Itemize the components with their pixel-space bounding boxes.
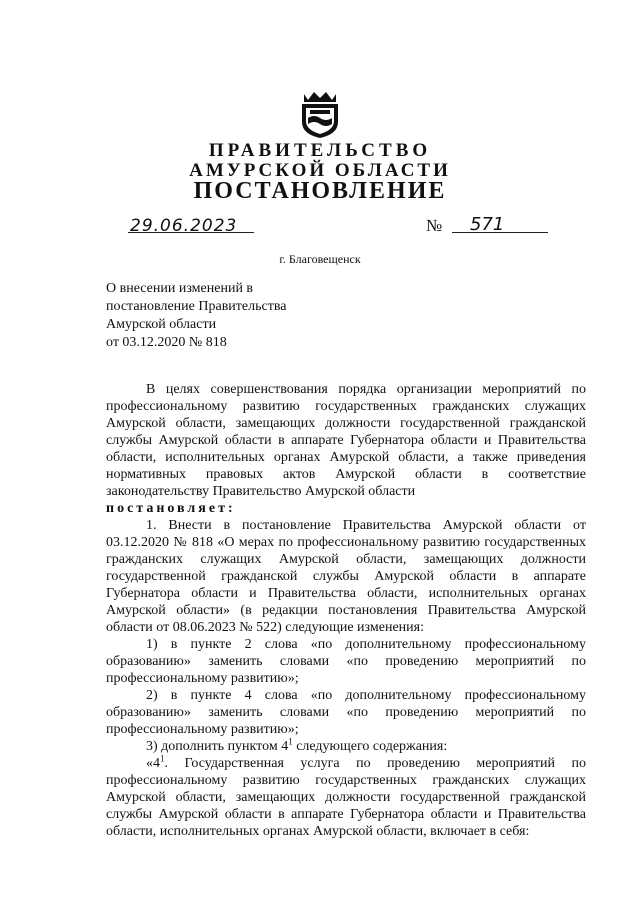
subitem-3-paragraph <box>106 738 586 755</box>
subitem-1-paragraph: 1) в пункте 2 слова «по дополнительному профессиональному образованию» заменить словами «по проведению мероприятий по профессиональному развитию»; <box>106 637 586 686</box>
date-underline <box>128 232 254 233</box>
decree-word: постановляет: <box>106 501 236 516</box>
subject-line: Амурской области <box>106 317 217 332</box>
clause-number: «4 <box>146 756 160 771</box>
superscript: 1 <box>288 736 293 747</box>
document-body <box>106 381 586 840</box>
coat-of-arms-icon <box>296 88 344 140</box>
new-clause-paragraph <box>106 755 586 840</box>
subject-line: О внесении изменений в <box>106 281 254 296</box>
subitem-2-paragraph: 2) в пункте 4 слова «по дополнительному профессиональному образованию» заменить словами «по проведению мероприятий по профессиональному развитию»; <box>106 688 586 737</box>
document-type-title: ПОСТАНОВЛЕНИЕ <box>193 178 447 204</box>
city-name: г. Благовещенск <box>279 252 361 266</box>
subject-line: постановление Правительства <box>106 299 287 314</box>
document-subject <box>106 280 366 352</box>
number-sign: № <box>426 216 443 235</box>
subject-line: от 03.12.2020 № 818 <box>106 335 227 350</box>
subitem-3-text: 3) дополнить пунктом 4 <box>146 739 289 754</box>
item-1-paragraph: 1. Внести в постановление Правительства Амурской области от 03.12.2020 № 818 «О мерах по профессиональному развитию государственных гражданских служащих Амурской области, замещающих должности государственной гражданской службы Амурской области в аппарате Губернатора области и Правительства области, исполнительных органах Амурской области» (в редакции постановления Правительства Амурской области от 08.06.2023 № 522) следующие изменения: <box>106 518 586 635</box>
preamble-paragraph: В целях совершенствования порядка организации мероприятий по профессиональному развитию государственных гражданских служащих Амурской области, замещающих должности государственной гражданской службы Амурской области в аппарате Губернатора области и Правительства области, исполнительных органах Амурской области, а также приведения нормативных правовых актов Амурской области в соответствие законодательству Правительство Амурской области <box>106 382 586 499</box>
subitem-3-text-end: следующего содержания: <box>292 739 448 754</box>
document-number: 571 <box>470 214 505 235</box>
government-name-line2: АМУРСКОЙ ОБЛАСТИ <box>189 160 451 181</box>
government-name-line1: ПРАВИТЕЛЬСТВО <box>208 140 432 161</box>
document-date: 29.06.2023 <box>130 216 238 236</box>
number-underline <box>452 232 548 233</box>
clause-text: . Государственная услуга по проведению мероприятий по профессиональному развитию государственных гражданских служащих Амурской области, замещающих должности государственной гражданской службы Амурской области в аппарате Губернатора области и Правительства области, исполнительных органах Амурской области, включает в себя: <box>106 756 586 839</box>
superscript: 1 <box>160 753 165 764</box>
